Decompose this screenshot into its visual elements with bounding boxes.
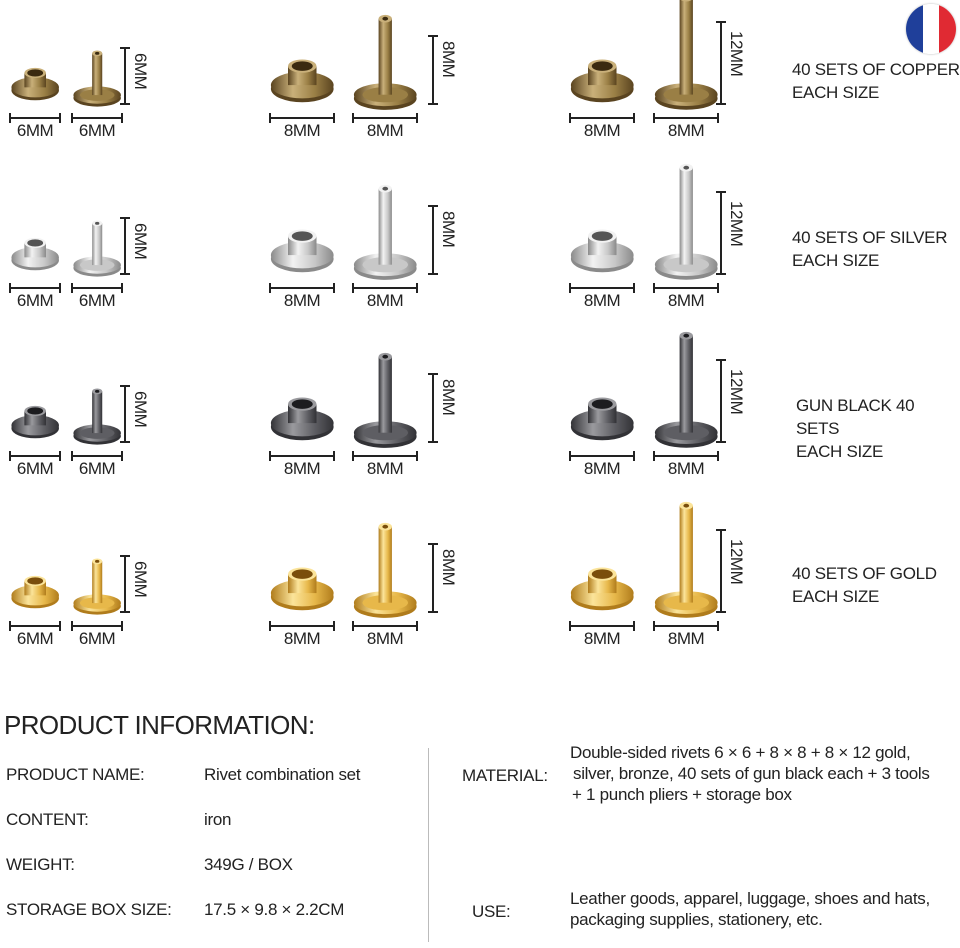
cap-width-label: 6MM [16, 121, 54, 140]
height-label: 12MM [727, 31, 746, 77]
rivet-post-copper [352, 13, 419, 108]
weight-value: 349G / BOX [204, 855, 293, 874]
cap-width-label: 8MM [583, 459, 621, 478]
material-line: + 1 punch pliers + storage box [572, 785, 792, 804]
material-line: Double-sided rivets 6 × 6 + 8 × 8 + 8 × 12 gold, [570, 743, 911, 762]
height-dimension-bar [124, 555, 126, 613]
height-dimension-bar [124, 217, 126, 275]
post-width-label: 8MM [366, 121, 404, 140]
cap-width-label: 8MM [283, 459, 321, 478]
set-description-line: 40 SETS OF GOLD [792, 564, 937, 583]
cap-width-dimension-bar [9, 287, 61, 289]
post-width-dimension-bar [352, 455, 418, 457]
cap-width-dimension-bar [9, 455, 61, 457]
rivet-cap-gold [569, 557, 636, 614]
set-description-line: EACH SIZE [796, 442, 884, 461]
height-label: 8MM [439, 549, 458, 586]
set-description-line: EACH SIZE [792, 251, 880, 270]
set-description-line: 40 SETS OF SILVER [792, 228, 948, 247]
use-line: Leather goods, apparel, luggage, shoes and hats, [570, 889, 930, 908]
rivet-cap-gold [10, 568, 60, 611]
height-dimension-bar [432, 205, 434, 275]
flag-white-stripe [923, 4, 940, 54]
post-width-label: 6MM [78, 459, 116, 478]
rivet-cap-copper [569, 49, 636, 106]
cap-width-dimension-bar [569, 455, 635, 457]
post-width-label: 6MM [78, 291, 116, 310]
post-width-label: 6MM [78, 629, 116, 648]
post-width-dimension-bar [352, 287, 418, 289]
cap-width-label: 6MM [16, 291, 54, 310]
rivet-post-silver [653, 162, 720, 278]
set-description-line: GUN BLACK 40 SETS [796, 396, 915, 438]
cap-width-label: 8MM [283, 629, 321, 648]
cap-width-dimension-bar [269, 625, 335, 627]
height-dimension-bar [720, 359, 722, 443]
cap-width-dimension-bar [269, 287, 335, 289]
post-width-label: 8MM [667, 629, 705, 648]
post-width-dimension-bar [352, 117, 418, 119]
rivet-cap-silver [269, 219, 336, 276]
height-label: 8MM [439, 379, 458, 416]
height-dimension-bar [124, 385, 126, 443]
france-flag-icon [906, 4, 956, 54]
height-dimension-bar [432, 35, 434, 105]
post-width-dimension-bar [653, 117, 719, 119]
rivet-post-copper [653, 0, 720, 108]
rivet-row-copper [0, 0, 960, 170]
cap-width-label: 8MM [283, 121, 321, 140]
material-label: MATERIAL: [462, 766, 548, 785]
cap-width-label: 8MM [583, 629, 621, 648]
height-label: 6MM [131, 561, 150, 598]
cap-width-dimension-bar [569, 287, 635, 289]
info-divider [428, 748, 429, 942]
cap-width-label: 6MM [16, 629, 54, 648]
cap-width-dimension-bar [269, 117, 335, 119]
cap-width-label: 8MM [283, 291, 321, 310]
cap-width-label: 6MM [16, 459, 54, 478]
box-size-value: 17.5 × 9.8 × 2.2CM [204, 900, 345, 919]
set-description-copper [792, 58, 960, 104]
rivet-cap-copper [10, 60, 60, 103]
post-width-dimension-bar [653, 625, 719, 627]
rivet-post-silver [72, 219, 122, 275]
height-dimension-bar [432, 373, 434, 443]
rivet-post-copper [72, 49, 122, 105]
use-line: packaging supplies, stationery, etc. [570, 910, 823, 929]
rivet-cap-gold [269, 557, 336, 614]
use-value [570, 888, 930, 930]
height-dimension-bar [124, 47, 126, 105]
cap-width-label: 8MM [583, 121, 621, 140]
rivet-post-silver [352, 183, 419, 278]
rivet-post-gun-black [72, 387, 122, 443]
post-width-label: 8MM [667, 291, 705, 310]
post-width-label: 8MM [667, 121, 705, 140]
material-line: silver, bronze, 40 sets of gun black each + 3 tools [573, 764, 930, 783]
product-name-value: Rivet combination set [204, 765, 361, 784]
post-width-label: 8MM [366, 291, 404, 310]
post-width-dimension-bar [71, 117, 123, 119]
rivet-post-gold [653, 500, 720, 616]
rivet-post-gold [352, 521, 419, 616]
height-label: 12MM [727, 201, 746, 247]
rivet-row-gun-black [0, 338, 960, 508]
rivet-cap-silver [569, 219, 636, 276]
set-description-gold [792, 562, 937, 608]
cap-width-dimension-bar [569, 117, 635, 119]
product-name-label: PRODUCT NAME: [6, 765, 145, 784]
content-label: CONTENT: [6, 810, 89, 829]
post-width-dimension-bar [653, 455, 719, 457]
rivet-cap-gun-black [569, 387, 636, 444]
height-label: 6MM [131, 53, 150, 90]
height-dimension-bar [720, 529, 722, 613]
rivet-cap-gun-black [10, 398, 60, 441]
product-info-title: PRODUCT INFORMATION: [4, 710, 315, 740]
cap-width-dimension-bar [269, 455, 335, 457]
rivet-row-silver [0, 170, 960, 340]
height-dimension-bar [432, 543, 434, 613]
cap-width-dimension-bar [9, 117, 61, 119]
height-label: 8MM [439, 41, 458, 78]
height-label: 6MM [131, 223, 150, 260]
height-label: 12MM [727, 369, 746, 415]
rivet-post-gun-black [653, 330, 720, 446]
set-description-gun-black [796, 394, 960, 463]
cap-width-dimension-bar [569, 625, 635, 627]
height-dimension-bar [720, 191, 722, 275]
content-value: iron [204, 810, 232, 829]
set-description-line: EACH SIZE [792, 587, 880, 606]
height-dimension-bar [720, 21, 722, 105]
rivet-cap-copper [269, 49, 336, 106]
set-description-line: 40 SETS OF COPPER [792, 60, 960, 79]
cap-width-label: 8MM [583, 291, 621, 310]
post-width-label: 8MM [667, 459, 705, 478]
post-width-dimension-bar [71, 625, 123, 627]
cap-width-dimension-bar [9, 625, 61, 627]
post-width-label: 8MM [366, 459, 404, 478]
rivet-cap-silver [10, 230, 60, 273]
post-width-dimension-bar [653, 287, 719, 289]
height-label: 8MM [439, 211, 458, 248]
use-label: USE: [472, 902, 511, 921]
post-width-dimension-bar [71, 455, 123, 457]
rivet-post-gun-black [352, 351, 419, 446]
height-label: 12MM [727, 539, 746, 585]
height-label: 6MM [131, 391, 150, 428]
material-value [570, 742, 930, 805]
set-description-line: EACH SIZE [792, 83, 880, 102]
post-width-label: 8MM [366, 629, 404, 648]
post-width-dimension-bar [352, 625, 418, 627]
post-width-label: 6MM [78, 121, 116, 140]
weight-label: WEIGHT: [6, 855, 75, 874]
post-width-dimension-bar [71, 287, 123, 289]
set-description-silver [792, 226, 947, 272]
rivet-post-gold [72, 557, 122, 613]
rivet-cap-gun-black [269, 387, 336, 444]
box-size-label: STORAGE BOX SIZE: [6, 900, 172, 919]
rivet-row-gold [0, 508, 960, 678]
